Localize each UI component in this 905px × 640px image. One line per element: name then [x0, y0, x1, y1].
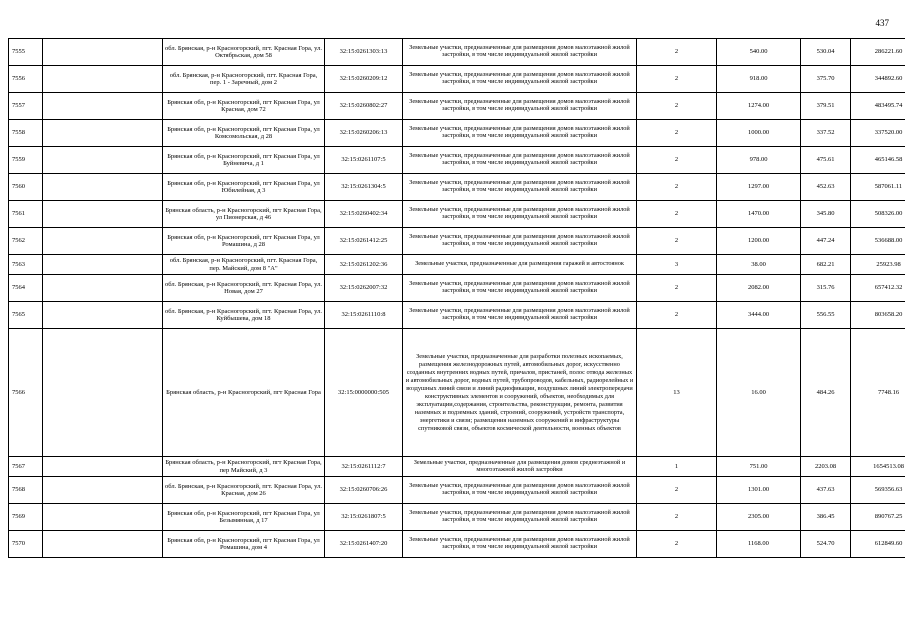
table-row: [9, 329, 905, 457]
area-cell: 2305.00: [717, 504, 801, 531]
area-cell: 2082.00: [717, 275, 801, 302]
land-use-cell: Земельные участки, предназначенные для размещения гаражей и автостоянок: [403, 255, 637, 275]
address-cell: Брянская обл, р-н Красногорский, пгт Красная Гора, ул Ромашина, дом 4: [163, 531, 325, 558]
address-cell: обл. Брянская, р-н Красногорский, пгт. Красная Гора, ул. Новая, дом 27: [163, 275, 325, 302]
group-cell: 2: [637, 93, 717, 120]
land-use-cell: Земельные участки, предназначенные для разработки полезных ископаемых, размещения железнодорожных путей, автомобильных дорог, искусственно созданных внутренних водных путей, причалов, пристаней, полос отвода железных и автомобильных дорог, водных путей, трубопроводов, кабельных, радиорелейных и воздушных линий связи и линий радиофикации, воздушных линий электропередачи конструктивных элементов и сооружений, объектов, необходимых для эксплуатации,содержания, строительства, реконструкции, ремонта, развития наземных и подземных зданий, строений, сооружений, устройств транспорта, энергетики и связи; размещения наземных сооружений и инфраструктуры спутниковой связи, объектов космической деятельности, военных объектов: [403, 329, 637, 457]
spacer-cell: [43, 329, 163, 457]
area-cell: 38.00: [717, 255, 801, 275]
specific-value-cell: 556.55: [801, 302, 851, 329]
group-cell: 1: [637, 457, 717, 477]
spacer-cell: [43, 66, 163, 93]
area-cell: 1301.00: [717, 477, 801, 504]
cadastral-value-cell: 25923.98: [851, 255, 905, 275]
table-row: [9, 93, 905, 120]
cadastral-value-cell: 657412.32: [851, 275, 905, 302]
land-use-cell: Земельные участки, предназначенные для размещения домов малоэтажной жилой застройки, в том числе индивидуальной жилой застройки: [403, 531, 637, 558]
specific-value-cell: 530.04: [801, 39, 851, 66]
cadastral-value-cell: 7748.16: [851, 329, 905, 457]
area-cell: 978.00: [717, 147, 801, 174]
specific-value-cell: 447.24: [801, 228, 851, 255]
land-use-cell: Земельные участки, предназначенные для размещения домов малоэтажной жилой застройки, в том числе индивидуальной жилой застройки: [403, 120, 637, 147]
cadastral-value-cell: 286221.60: [851, 39, 905, 66]
address-cell: обл. Брянская, р-н Красногорский, пгт. Красная Гора, пер. 1 - Заречный, дом 2: [163, 66, 325, 93]
row-number: 7567: [9, 457, 43, 477]
land-use-cell: Земельные участки, предназначенные для размещения домов малоэтажной жилой застройки, в том числе индивидуальной жилой застройки: [403, 302, 637, 329]
page-number: 437: [875, 18, 889, 28]
specific-value-cell: 315.76: [801, 275, 851, 302]
group-cell: 13: [637, 329, 717, 457]
specific-value-cell: 475.61: [801, 147, 851, 174]
cadastral-number-cell: 32:15:0261110:8: [325, 302, 403, 329]
row-number: 7564: [9, 275, 43, 302]
address-cell: Брянская обл, р-н Красногорский, пгт Красная Гора, ул Безымянная, д 17: [163, 504, 325, 531]
area-cell: 751.00: [717, 457, 801, 477]
group-cell: 3: [637, 255, 717, 275]
cadastral-number-cell: 32:15:0260209:12: [325, 66, 403, 93]
group-cell: 2: [637, 477, 717, 504]
row-number: 7557: [9, 93, 43, 120]
land-use-cell: Земельные участки, предназначенные для размещения домов среднеэтажной и многоэтажной жилой застройки: [403, 457, 637, 477]
spacer-cell: [43, 477, 163, 504]
address-cell: Брянская обл, р-н Красногорский, пгт Красная Гора, ул Комсомольская, д 28: [163, 120, 325, 147]
group-cell: 2: [637, 228, 717, 255]
row-number: 7561: [9, 201, 43, 228]
group-cell: 2: [637, 174, 717, 201]
area-cell: 1168.00: [717, 531, 801, 558]
row-number: 7570: [9, 531, 43, 558]
table-row: [9, 275, 905, 302]
area-cell: 1470.00: [717, 201, 801, 228]
area-cell: 1000.00: [717, 120, 801, 147]
row-number: 7562: [9, 228, 43, 255]
address-cell: обл. Брянская, р-н Красногорский, пгт. Красная Гора, ул. Куйбышева, дом 18: [163, 302, 325, 329]
specific-value-cell: 337.52: [801, 120, 851, 147]
specific-value-cell: 375.70: [801, 66, 851, 93]
land-use-cell: Земельные участки, предназначенные для размещения домов малоэтажной жилой застройки, в том числе индивидуальной жилой застройки: [403, 275, 637, 302]
spacer-cell: [43, 302, 163, 329]
specific-value-cell: 379.51: [801, 93, 851, 120]
cadastral-value-cell: 483495.74: [851, 93, 905, 120]
group-cell: 2: [637, 39, 717, 66]
cadastral-value-cell: 465146.58: [851, 147, 905, 174]
specific-value-cell: 524.70: [801, 531, 851, 558]
group-cell: 2: [637, 504, 717, 531]
table-row: [9, 504, 905, 531]
area-cell: 16.00: [717, 329, 801, 457]
table-row: [9, 174, 905, 201]
table-row: [9, 457, 905, 477]
cadastral-number-cell: 32:15:0261107:5: [325, 147, 403, 174]
land-use-cell: Земельные участки, предназначенные для размещения домов малоэтажной жилой застройки, в том числе индивидуальной жилой застройки: [403, 504, 637, 531]
land-use-cell: Земельные участки, предназначенные для размещения домов малоэтажной жилой застройки, в том числе индивидуальной жилой застройки: [403, 93, 637, 120]
row-number: 7566: [9, 329, 43, 457]
area-cell: 3444.00: [717, 302, 801, 329]
group-cell: 2: [637, 275, 717, 302]
cadastral-value-table: [8, 38, 905, 558]
land-use-cell: Земельные участки, предназначенные для размещения домов малоэтажной жилой застройки, в том числе индивидуальной жилой застройки: [403, 147, 637, 174]
cadastral-value-cell: 344892.60: [851, 66, 905, 93]
cadastral-number-cell: 32:15:0261112:7: [325, 457, 403, 477]
specific-value-cell: 345.80: [801, 201, 851, 228]
spacer-cell: [43, 201, 163, 228]
row-number: 7565: [9, 302, 43, 329]
specific-value-cell: 484.26: [801, 329, 851, 457]
area-cell: 1297.00: [717, 174, 801, 201]
specific-value-cell: 437.63: [801, 477, 851, 504]
row-number: 7559: [9, 147, 43, 174]
cadastral-value-cell: 803658.20: [851, 302, 905, 329]
cadastral-number-cell: 32:15:0262007:32: [325, 275, 403, 302]
table-row: [9, 255, 905, 275]
cadastral-value-cell: 508326.00: [851, 201, 905, 228]
cadastral-number-cell: 32:15:0261407:20: [325, 531, 403, 558]
table-row: [9, 120, 905, 147]
table-row: [9, 39, 905, 66]
table-row: [9, 228, 905, 255]
specific-value-cell: 682.21: [801, 255, 851, 275]
area-cell: 1274.00: [717, 93, 801, 120]
cadastral-number-cell: 32:15:0260706:26: [325, 477, 403, 504]
table-body: [9, 39, 905, 558]
table-row: [9, 477, 905, 504]
row-number: 7563: [9, 255, 43, 275]
spacer-cell: [43, 255, 163, 275]
spacer-cell: [43, 147, 163, 174]
spacer-cell: [43, 275, 163, 302]
cadastral-value-cell: 337520.00: [851, 120, 905, 147]
address-cell: обл. Брянская, р-н Красногорский, пгт. Красная Гора, ул. Красная, дом 26: [163, 477, 325, 504]
row-number: 7560: [9, 174, 43, 201]
cadastral-number-cell: 32:15:0000000:505: [325, 329, 403, 457]
cadastral-value-cell: 612849.60: [851, 531, 905, 558]
address-cell: Брянская обл, р-н Красногорский, пгт Красная Гора, ул Ромашина, д 28: [163, 228, 325, 255]
group-cell: 2: [637, 201, 717, 228]
table-row: [9, 201, 905, 228]
spacer-cell: [43, 93, 163, 120]
cadastral-value-cell: 587061.11: [851, 174, 905, 201]
group-cell: 2: [637, 120, 717, 147]
area-cell: 918.00: [717, 66, 801, 93]
cadastral-number-cell: 32:15:0260402:34: [325, 201, 403, 228]
land-use-cell: Земельные участки, предназначенные для размещения домов малоэтажной жилой застройки, в том числе индивидуальной жилой застройки: [403, 477, 637, 504]
land-use-cell: Земельные участки, предназначенные для размещения домов малоэтажной жилой застройки, в том числе индивидуальной жилой застройки: [403, 66, 637, 93]
address-cell: обл. Брянская, р-н Красногорский, пгт. Красная Гора, пер. Майский, дом 8 "А": [163, 255, 325, 275]
address-cell: Брянская область, р-н Красногорский, пгт Красная Гора, пер Майский, д 3: [163, 457, 325, 477]
group-cell: 2: [637, 531, 717, 558]
spacer-cell: [43, 174, 163, 201]
group-cell: 2: [637, 66, 717, 93]
cadastral-value-cell: 569356.63: [851, 477, 905, 504]
cadastral-value-cell: 536688.00: [851, 228, 905, 255]
land-use-cell: Земельные участки, предназначенные для размещения домов малоэтажной жилой застройки, в том числе индивидуальной жилой застройки: [403, 174, 637, 201]
table-row: [9, 302, 905, 329]
row-number: 7558: [9, 120, 43, 147]
row-number: 7556: [9, 66, 43, 93]
cadastral-number-cell: 32:15:0261202:36: [325, 255, 403, 275]
address-cell: Брянская обл, р-н Красногорский, пгт Красная Гора, ул Буйневича, д 1: [163, 147, 325, 174]
group-cell: 2: [637, 302, 717, 329]
spacer-cell: [43, 39, 163, 66]
address-cell: Брянская обл, р-н Красногорский, пгт Красная Гора, ул Красная, дом 72: [163, 93, 325, 120]
area-cell: 540.00: [717, 39, 801, 66]
address-cell: Брянская область, р-н Красногорский, пгт Красная Гора: [163, 329, 325, 457]
cadastral-number-cell: 32:15:0261412:25: [325, 228, 403, 255]
cadastral-number-cell: 32:15:0261303:13: [325, 39, 403, 66]
cadastral-value-cell: 1654513.08: [851, 457, 905, 477]
land-use-cell: Земельные участки, предназначенные для размещения домов малоэтажной жилой застройки, в том числе индивидуальной жилой застройки: [403, 228, 637, 255]
spacer-cell: [43, 531, 163, 558]
address-cell: обл. Брянская, р-н Красногорский, пгт. Красная Гора, ул. Октябрьская, дом 58: [163, 39, 325, 66]
address-cell: Брянская область, р-н Красногорский, пгт Красная Гора, ул Пионерская, д 46: [163, 201, 325, 228]
specific-value-cell: 2203.08: [801, 457, 851, 477]
row-number: 7569: [9, 504, 43, 531]
cadastral-number-cell: 32:15:0261304:5: [325, 174, 403, 201]
table-row: [9, 66, 905, 93]
cadastral-value-cell: 890767.25: [851, 504, 905, 531]
area-cell: 1200.00: [717, 228, 801, 255]
spacer-cell: [43, 504, 163, 531]
cadastral-number-cell: 32:15:0260802:27: [325, 93, 403, 120]
spacer-cell: [43, 228, 163, 255]
row-number: 7555: [9, 39, 43, 66]
address-cell: Брянская обл, р-н Красногорский, пгт Красная Гора, ул Юбилейная, д 3: [163, 174, 325, 201]
specific-value-cell: 452.63: [801, 174, 851, 201]
group-cell: 2: [637, 147, 717, 174]
table-row: [9, 531, 905, 558]
land-use-cell: Земельные участки, предназначенные для размещения домов малоэтажной жилой застройки, в том числе индивидуальной жилой застройки: [403, 201, 637, 228]
spacer-cell: [43, 120, 163, 147]
spacer-cell: [43, 457, 163, 477]
cadastral-number-cell: 32:15:0261807:5: [325, 504, 403, 531]
land-use-cell: Земельные участки, предназначенные для размещения домов малоэтажной жилой застройки, в том числе индивидуальной жилой застройки: [403, 39, 637, 66]
table-row: [9, 147, 905, 174]
specific-value-cell: 386.45: [801, 504, 851, 531]
row-number: 7568: [9, 477, 43, 504]
cadastral-number-cell: 32:15:0260206:13: [325, 120, 403, 147]
